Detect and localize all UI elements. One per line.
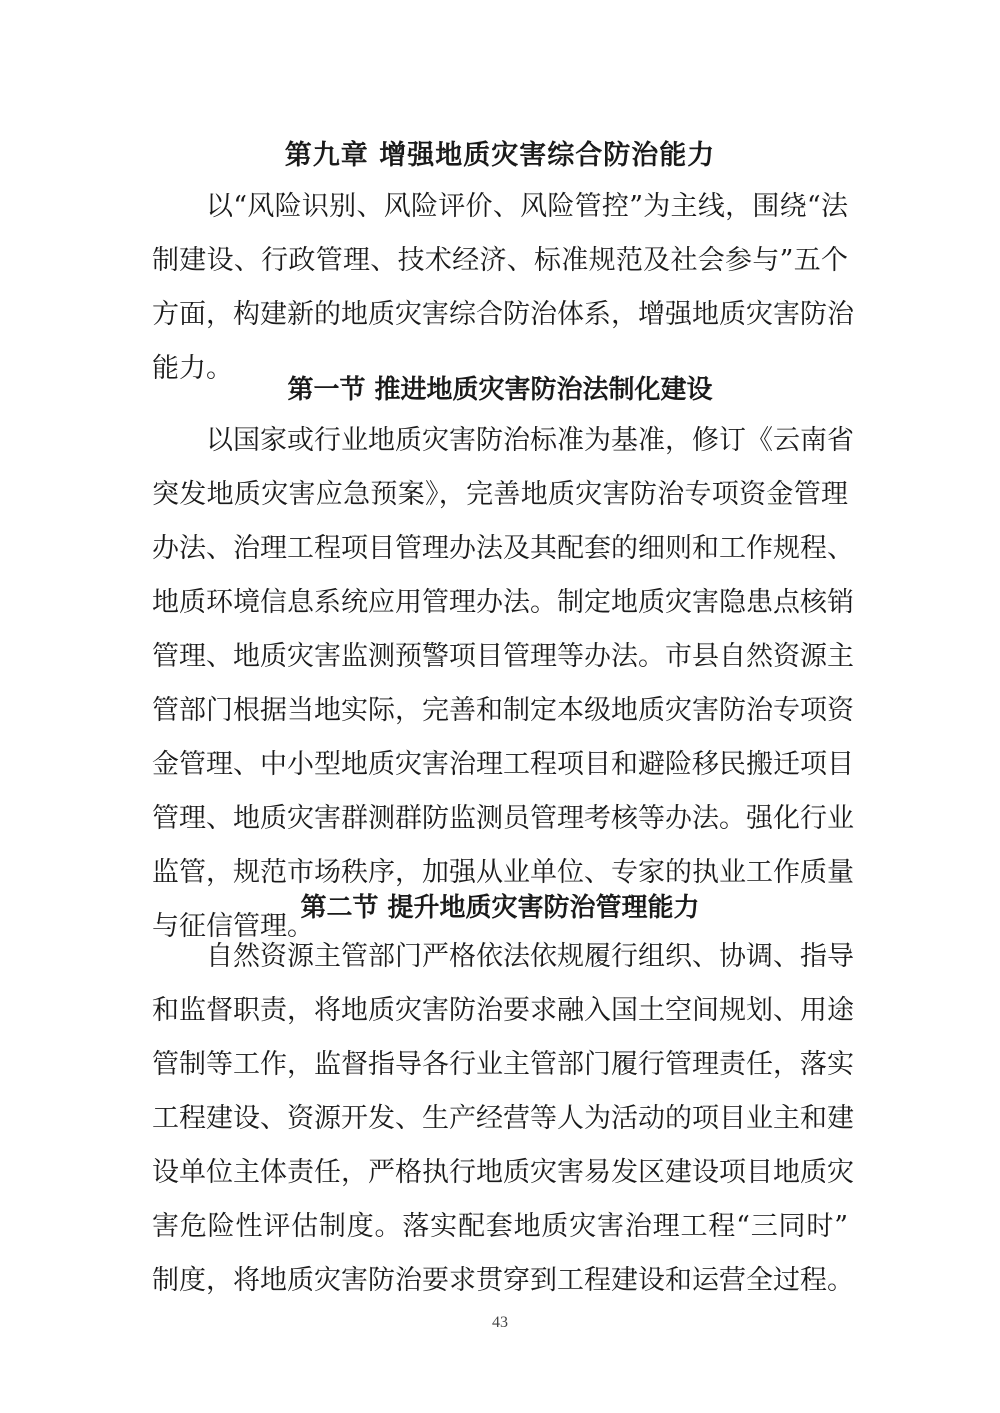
paragraph-line: 工程建设、资源开发、生产经营等人为活动的项目业主和建	[152, 1103, 854, 1134]
paragraph-line: 地质环境信息系统应用管理办法。制定地质灾害隐患点核销	[152, 587, 854, 618]
paragraph-line: 金管理、中小型地质灾害治理工程项目和避险移民搬迁项目	[152, 749, 854, 780]
chapter-title: 第九章 增强地质灾害综合防治能力	[284, 140, 716, 171]
paragraph-line: 突发地质灾害应急预案》，完善地质灾害防治专项资金管理	[152, 479, 848, 510]
paragraph-line: 办法、治理工程项目管理办法及其配套的细则和工作规程、	[152, 533, 854, 564]
paragraph-line: 管制等工作，监督指导各行业主管部门履行管理责任，落实	[152, 1049, 854, 1080]
paragraph-line: 制度，将地质灾害防治要求贯穿到工程建设和运营全过程。	[152, 1265, 854, 1296]
paragraph-line: 管理、地质灾害群测群防监测员管理考核等办法。强化行业	[152, 803, 854, 834]
section-1-paragraph	[152, 414, 854, 954]
paragraph-line: 和监督职责，将地质灾害防治要求融入国土空间规划、用途	[152, 995, 854, 1026]
paragraph-line: 设单位主体责任，严格执行地质灾害易发区建设项目地质灾	[152, 1157, 854, 1188]
paragraph-line: 害危险性评估制度。落实配套地质灾害治理工程“三同时”	[152, 1211, 848, 1242]
paragraph-line: 与征信管理。	[152, 911, 314, 942]
paragraph-line: 管理、地质灾害监测预警项目管理等办法。市县自然资源主	[152, 641, 854, 672]
page-number: 43	[492, 1314, 508, 1331]
paragraph-line: 以“风险识别、风险评价、风险管控”为主线，围绕“法	[206, 191, 848, 222]
paragraph-line: 以国家或行业地质灾害防治标准为基准，修订《云南省	[206, 425, 854, 456]
paragraph-line: 方面，构建新的地质灾害综合防治体系，增强地质灾害防治	[152, 299, 854, 330]
chapter-intro-paragraph	[152, 180, 854, 396]
section-2-title: 第二节 提升地质灾害防治管理能力	[300, 893, 700, 923]
section-1-title: 第一节 推进地质灾害防治法制化建设	[287, 375, 713, 405]
paragraph-line: 监管，规范市场秩序，加强从业单位、专家的执业工作质量	[152, 857, 854, 888]
paragraph-line: 管部门根据当地实际，完善和制定本级地质灾害防治专项资	[152, 695, 854, 726]
paragraph-line: 制建设、行政管理、技术经济、标准规范及社会参与”五个	[152, 245, 848, 276]
section-2-paragraph	[152, 930, 854, 1308]
paragraph-line: 能力。	[152, 353, 233, 384]
paragraph-line: 自然资源主管部门严格依法依规履行组织、协调、指导	[206, 941, 854, 972]
